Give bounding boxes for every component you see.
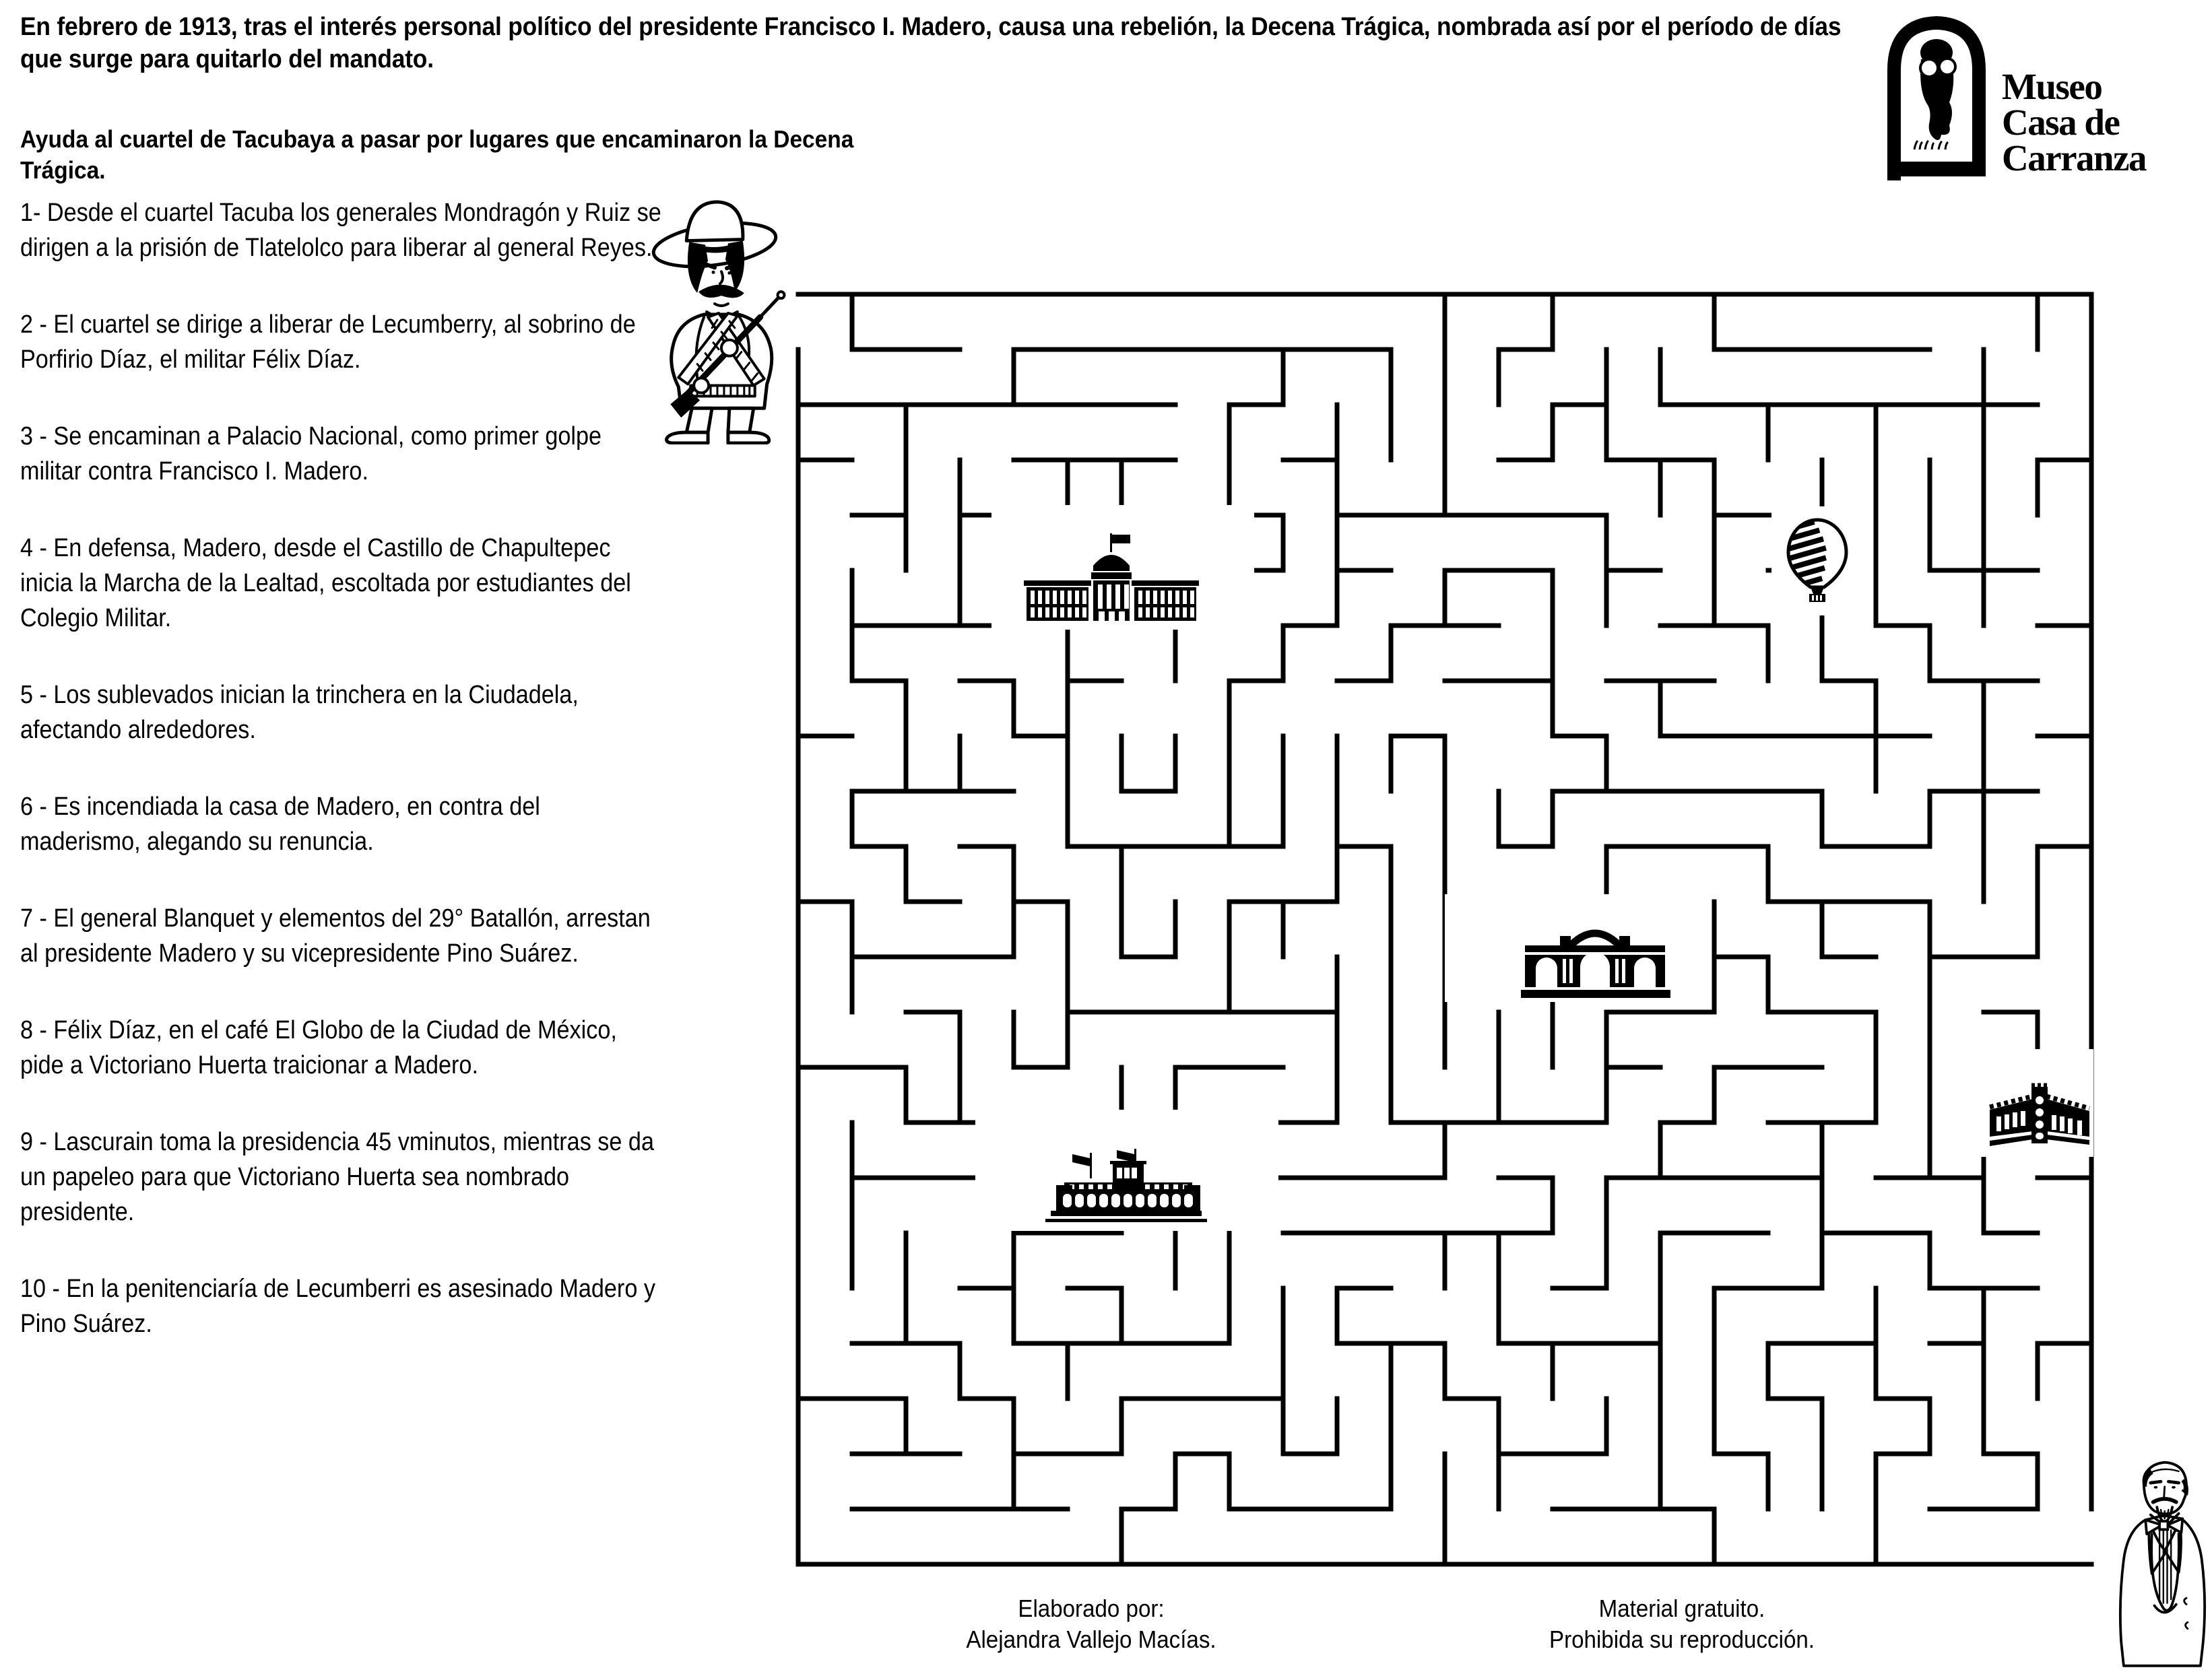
madero-illustration [2110,1448,2212,1674]
ciudadela-fortress-icon [1988,1083,2091,1149]
logo-line-2: Casa de [2002,102,2120,143]
chapultepec-castle-icon [1045,1149,1207,1224]
rights-line-1: Material gratuito. [1598,1595,1765,1622]
arch-building-icon [1521,927,1670,998]
revolutionary-soldier-illustration [639,183,795,444]
steps-list [20,195,666,1383]
palacio-nacional-icon [1024,533,1199,621]
step-item-3: 3 - Se encaminan a Palacio Nacional, como primer golpe militar contra Francisco I. Madero. [20,422,602,486]
logo-text [2002,66,2147,178]
rights-line-2: Prohibida su reproducción. [1549,1626,1815,1653]
logo-line-3: Carranza [2002,137,2147,178]
step-item-10: 10 - En la penitenciaría de Lecumberri es asesinado Madero y Pino Suárez. [20,1275,655,1338]
carranza-arch-icon [1879,4,1994,186]
step-item-9: 9 - Lascurain toma la presidencia 45 vminutos, mientras se da un papeleo para que Victoriano Huerta sea nombrado presidente. [20,1128,654,1226]
credit-label: Elaborado por: [1018,1595,1165,1622]
logo-line-1: Museo [2002,66,2102,107]
museum-logo [1879,3,2209,190]
page-title: En febrero de 1913, tras el interés personal político del presidente Francisco I. Madero, causa una rebelión, la Decena Trágica, nombrada así por el período de días que surge para quitarlo del mandato. [20,13,1842,73]
step-item-5: 5 - Los sublevados inician la trinchera en la Ciudadela, afectando alrededores. [20,681,579,744]
footer-credit [880,1593,1302,1655]
step-item-7: 7 - El general Blanquet y elementos del 29° Batallón, arrestan al presidente Madero y su vicepresidente Pino Suárez. [20,904,651,968]
step-item-6: 6 - Es incendiada la casa de Madero, en contra del maderismo, alegando su renuncia. [20,793,540,856]
credit-name: Alejandra Vallejo Macías. [966,1626,1216,1653]
step-item-4: 4 - En defensa, Madero, desde el Castillo de Chapultepec inicia la Marcha de la Lealtad, escoltada por estudiantes del Colegio Militar. [20,534,631,632]
maze-instruction: Ayuda al cuartel de Tacubaya a pasar por lugares que encaminaron la Decena Trágica. [20,125,854,184]
step-item-2: 2 - El cuartel se dirige a liberar de Lecumberry, al sobrino de Porfirio Díaz, el militar Félix Díaz. [20,310,636,374]
step-item-8: 8 - Félix Díaz, en el café El Globo de la Ciudad de México, pide a Victoriano Huerta traicionar a Madero. [20,1016,617,1079]
step-item-1: 1- Desde el cuartel Tacuba los generales Mondragón y Ruiz se dirigen a la prisión de Tlatelolco para liberar al general Reyes. [20,199,661,262]
footer-rights [1471,1593,1893,1655]
hot-air-balloon-icon [1785,517,1850,606]
